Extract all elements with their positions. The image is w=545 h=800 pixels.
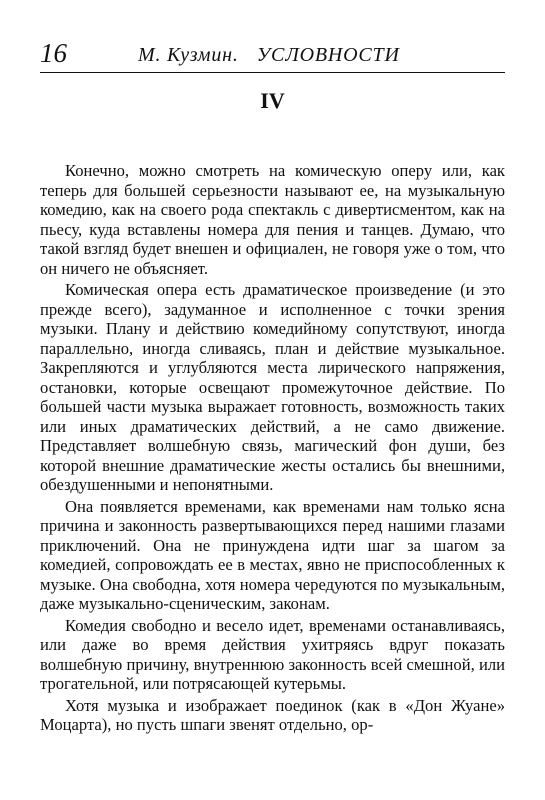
chapter-number: IV: [260, 88, 285, 113]
author-name: М. Кузмин.: [138, 44, 239, 66]
running-header: [40, 36, 505, 73]
paragraph: Комическая опера есть драматическое произведение (и это прежде всего), задуманное и исполненное с точки зрения музыки. Плану и действию комедийному сопутствуют, иногда параллельно, иногда сливаясь, план и действие музыкальное. Закрепляются и углубляются места лирического напряжения, остановки, которые освещают промежуточное действие. По большей части музыка выражает готовность, возможность таких или иных драматических действий, а не само движение. Представляет волшебную связь, магический фон души, без которой внешние драматические жесты остались бы внешними, обездушенными и непонятными.: [40, 280, 505, 494]
body-text: [40, 161, 505, 737]
paragraph: Хотя музыка и изображает поединок (как в «Дон Жуане» Моцарта), но пусть шпаги звенят отдельно, ор-: [40, 695, 505, 734]
paragraph: Она появляется временами, как временами нам только ясна причина и законность развертывающихся перед нашими глазами приключений. Она не принуждена идти шаг за шагом за комедией, сопровождать ее в местах, явно не приспособленных к музыке. Она свободна, хотя номера чередуются по музыкальным, даже музыкально-сценическим, законам.: [40, 496, 505, 613]
running-head: [138, 44, 400, 67]
book-title: УСЛОВНОСТИ: [256, 44, 400, 66]
paragraph: Комедия свободно и весело идет, временами останавливаясь, или даже во время действия ухитряясь вдруг показать волшебную причину, внутреннюю законность всей смешной, или трогательной, или потрясающей кутерьмы.: [40, 615, 505, 693]
page-number: 16: [40, 38, 67, 68]
paragraph: Конечно, можно смотреть на комическую оперу или, как теперь для большей серьезности называют ее, на музыкальную комедию, как на своего рода спектакль с дивертисментом, как на пьесу, куда вставлены номера для пения и танцев. Думаю, что такой взгляд будет внешен и официален, не говоря уже о том, что он ничего не объясняет.: [40, 161, 505, 278]
